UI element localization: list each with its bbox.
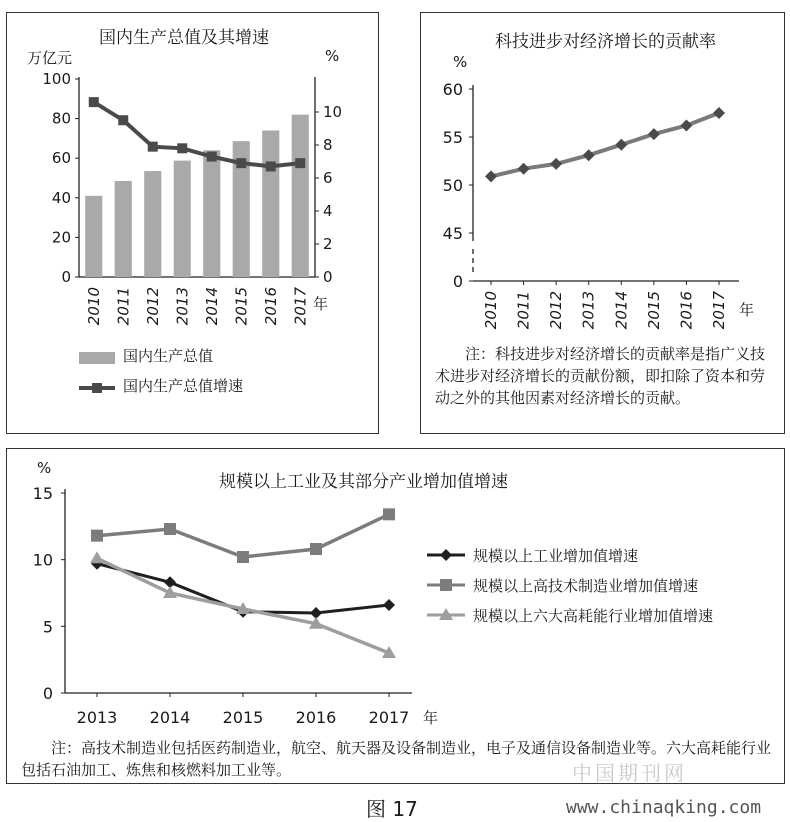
gdp-x-tick-label: 2016	[261, 287, 280, 326]
industry-legend-marker-hightech	[440, 579, 452, 591]
tech-chart	[421, 13, 783, 343]
tech-panel	[420, 12, 785, 434]
industry-marker-energy	[90, 551, 104, 563]
gdp-bar	[144, 171, 161, 277]
tech-x-tick-label: 2010	[482, 291, 500, 330]
gdp-x-tick-label: 2017	[291, 287, 310, 326]
industry-x-tick-label: 2017	[368, 708, 410, 727]
gdp-bar	[174, 161, 191, 277]
gdp-growth-marker	[118, 115, 128, 125]
gdp-bar	[262, 130, 279, 277]
gdp-growth-marker	[207, 152, 217, 162]
gdp-x-tick-label: 2013	[173, 287, 192, 326]
industry-legend-label-1: 规模以上工业增加值增速	[473, 547, 639, 565]
gdp-right-tick-label: 8	[323, 136, 333, 154]
gdp-right-tick-label: 0	[323, 268, 333, 286]
tech-marker	[485, 170, 497, 182]
watermark-url: www.chinaqking.com	[566, 797, 762, 818]
industry-marker-hightech	[237, 551, 249, 563]
industry-x-tick-label: 2016	[295, 708, 337, 727]
tech-x-tick-label: 2012	[547, 291, 566, 330]
gdp-left-unit: 万亿元	[27, 49, 73, 67]
gdp-bar	[292, 115, 309, 277]
gdp-x-tick-label: 2012	[143, 287, 162, 326]
gdp-year-unit: 年	[313, 295, 329, 313]
gdp-legend-line-marker	[92, 383, 102, 393]
industry-legend-label-2: 规模以上高技术制造业增加值增速	[473, 577, 699, 595]
industry-y-tick-label: 10	[32, 550, 53, 570]
gdp-legend-bar-swatch	[79, 352, 115, 364]
gdp-legend-bar-label: 国内生产总值	[123, 347, 214, 365]
gdp-left-tick-label: 40	[51, 188, 71, 207]
gdp-bar	[85, 196, 102, 277]
tech-y-tick-label: 50	[442, 176, 463, 195]
gdp-growth-marker	[148, 142, 158, 152]
gdp-panel	[6, 12, 379, 434]
watermark-cn: 中国期刊网	[572, 761, 687, 785]
industry-y-tick-label: 0	[42, 684, 53, 703]
tech-x-tick-label: 2016	[677, 291, 696, 330]
industry-line-hightech	[97, 514, 389, 557]
industry-panel	[6, 448, 785, 784]
tech-marker	[648, 128, 660, 140]
gdp-left-tick-label: 60	[51, 149, 71, 168]
gdp-bar	[115, 181, 132, 277]
gdp-left-tick-label: 0	[61, 268, 71, 286]
tech-y-tick-label: 55	[442, 128, 463, 147]
industry-x-tick-label: 2015	[222, 708, 264, 727]
gdp-right-tick-label: 6	[323, 169, 333, 187]
gdp-growth-marker	[295, 158, 305, 168]
gdp-growth-marker	[236, 158, 246, 168]
gdp-growth-marker	[266, 161, 276, 171]
gdp-x-tick-label: 2014	[202, 287, 221, 326]
industry-title: 规模以上工业及其部分产业增加值增速	[219, 472, 508, 492]
tech-x-tick-label: 2014	[612, 291, 631, 330]
tech-year-unit: 年	[739, 301, 755, 319]
industry-marker-hightech	[164, 523, 176, 535]
tech-marker	[550, 158, 562, 170]
tech-marker	[680, 120, 692, 132]
industry-marker-hightech	[310, 543, 322, 555]
industry-marker-hightech	[383, 508, 395, 520]
tech-y-tick-label: 45	[442, 224, 463, 243]
tech-x-tick-label: 2015	[644, 291, 663, 330]
industry-marker-hightech	[91, 530, 103, 542]
tech-x-tick-label: 2017	[710, 291, 728, 330]
tech-unit: %	[453, 53, 468, 71]
gdp-left-tick-label: 80	[51, 109, 71, 128]
tech-x-tick-label: 2013	[579, 291, 598, 330]
gdp-x-tick-label: 2011	[114, 287, 133, 326]
tech-marker	[615, 139, 627, 151]
industry-legend-label-3: 规模以上六大高耗能行业增加值增速	[473, 607, 714, 625]
industry-marker-industrial	[383, 599, 395, 611]
tech-y-tick-label: 0	[452, 272, 463, 291]
gdp-right-tick-label: 2	[323, 235, 333, 253]
industry-year-unit: 年	[423, 709, 439, 727]
gdp-right-unit: %	[325, 47, 340, 65]
gdp-x-tick-label: 2015	[232, 287, 251, 326]
tech-title: 科技进步对经济增长的贡献率	[495, 32, 716, 52]
gdp-growth-marker	[89, 97, 99, 107]
figure-label: 图 17	[366, 797, 418, 821]
gdp-bar	[203, 150, 220, 277]
tech-marker	[583, 149, 595, 161]
gdp-right-tick-label: 10	[323, 103, 343, 121]
gdp-title: 国内生产总值及其增速	[99, 28, 269, 48]
gdp-left-tick-label: 100	[42, 70, 71, 88]
tech-y-tick-label: 60	[442, 80, 463, 99]
tech-note: 注：科技进步对经济增长的贡献率是指广义技术进步对经济增长的贡献份额，即扣除了资本和劳动之外的其他因素对经济增长的贡献。	[435, 345, 766, 407]
gdp-growth-marker	[177, 143, 187, 153]
industry-legend-marker-industrial	[440, 549, 452, 561]
industry-y-tick-label: 5	[42, 617, 53, 637]
gdp-left-tick-label: 20	[51, 228, 71, 247]
gdp-legend-line-label: 国内生产总值增速	[123, 377, 244, 395]
industry-note: 注：高技术制造业包括医药制造业，航空、航天器及设备制造业，电子及通信设备制造业等。六大高耗能行业包括石油加工、炼焦和核燃料加工业等。	[21, 739, 772, 779]
industry-unit: %	[37, 459, 52, 477]
industry-x-tick-label: 2013	[76, 708, 118, 727]
tech-marker	[518, 163, 530, 175]
industry-y-tick-label: 15	[32, 484, 53, 503]
industry-x-tick-label: 2014	[149, 708, 191, 727]
gdp-right-tick-label: 4	[323, 202, 333, 220]
gdp-x-tick-label: 2010	[84, 287, 103, 326]
gdp-chart	[7, 13, 377, 433]
tech-x-tick-label: 2011	[514, 291, 533, 330]
tech-marker	[713, 107, 725, 119]
